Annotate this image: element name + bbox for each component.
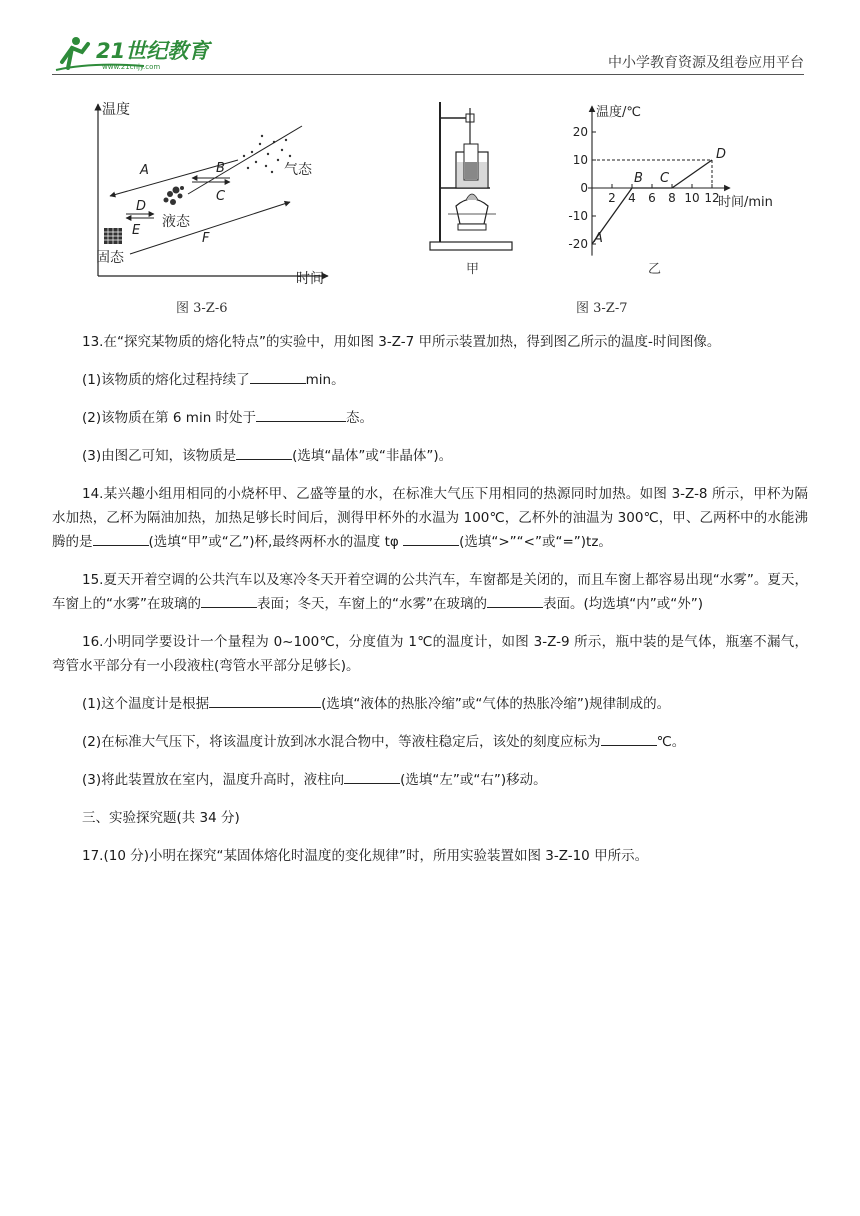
answer-blank[interactable]	[93, 531, 149, 546]
axis-y-label: 温度	[102, 102, 130, 118]
question-16-2: (2)在标准大气压下，将该温度计放到冰水混合物中，等液柱稳定后，该处的刻度应标为 ℃。	[52, 730, 808, 754]
x-tick-label: 6	[648, 191, 656, 205]
question-13-2: (2)该物质在第 6 min 时处于 态。	[52, 406, 808, 430]
label-b: B	[216, 161, 225, 176]
y-tick-label: 0	[580, 181, 588, 195]
label-f: F	[202, 231, 210, 246]
y-tick-label: -20	[568, 237, 588, 251]
x-tick-label: 10	[684, 191, 700, 205]
solid-label: 固态	[96, 250, 124, 266]
label-c: C	[216, 189, 226, 204]
answer-blank[interactable]	[601, 731, 657, 746]
question-13-1: (1)该物质的熔化过程持续了 min。	[52, 368, 808, 392]
logo-main: 21世纪教育	[96, 39, 210, 63]
platform-name: 中小学教育资源及组卷应用平台	[608, 55, 804, 71]
question-16: 16.小明同学要设计一个量程为 0~100℃，分度值为 1℃的温度计，如图 3-Z-9 所示，瓶中装的是气体，瓶塞不漏气，弯管水平部分有一小段液柱(弯管水平部分足够长)。	[52, 634, 808, 674]
y-tick-label: 20	[572, 125, 588, 139]
page-header	[52, 32, 804, 76]
logo-sub: www.21cnjy.com	[102, 63, 161, 71]
y-tick-label: -10	[568, 209, 588, 223]
label-e: E	[132, 223, 141, 238]
answer-blank[interactable]	[209, 693, 321, 708]
y-tick-label: 10	[572, 153, 588, 167]
question-13-3: (3)由图乙可知，该物质是 (选填“晶体”或“非晶体”)。	[52, 444, 808, 468]
label-d: D	[136, 199, 147, 214]
heating-apparatus	[426, 96, 518, 256]
state-change-diagram	[88, 96, 348, 291]
question-16-1: (1)这个温度计是根据 (选填“液体的热胀冷缩”或“气体的热胀冷缩”)规律制成的。	[52, 692, 808, 716]
section-3-heading: 三、实验探究题(共 34 分)	[82, 810, 240, 826]
answer-blank[interactable]	[236, 445, 292, 460]
figure-caption-6: 图 3-Z-6	[176, 301, 228, 316]
question-15: 15.夏天开着空调的公共汽车以及寒冷冬天开着空调的公共汽车，车窗都是关闭的，而且车窗上都容易出现“水雾”。夏天，车窗上的“水雾”在玻璃的 表面；冬天，车窗上的“水雾”在玻璃的 表面。(均选填“内”或“外”)	[52, 572, 808, 612]
answer-blank[interactable]	[201, 593, 257, 608]
axis-x-label: 时间	[296, 271, 324, 287]
question-16-3: (3)将此装置放在室内，温度升高时，液柱向 (选填“左”或“右”)移动。	[52, 768, 808, 792]
question-13: 13.在“探究某物质的熔化特点”的实验中，用如图 3-Z-7 甲所示装置加热，得到图乙所示的温度-时间图像。	[82, 334, 721, 350]
x-tick-label: 8	[668, 191, 676, 205]
gas-label: 气态	[284, 162, 312, 178]
liquid-blob	[164, 186, 185, 205]
temperature-time-chart	[562, 98, 792, 258]
question-content	[52, 330, 808, 882]
answer-blank[interactable]	[403, 531, 459, 546]
figure-3-z-7-jia	[426, 96, 518, 256]
answer-blank[interactable]	[344, 769, 400, 784]
figure-caption-7: 图 3-Z-7	[576, 301, 628, 316]
liquid-label: 液态	[162, 214, 190, 230]
figure-jia-label: 甲	[466, 262, 480, 277]
figure-3-z-6	[88, 96, 348, 291]
question-14: 14.某兴趣小组用相同的小烧杯甲、乙盛等量的水，在标准大气压下用相同的热源同时加热。如图 3-Z-8 所示，甲杯为隔水加热，乙杯为隔油加热，加热足够长时间后，测得甲杯外的水温为 100℃，乙杯外的油温为 300℃，甲、乙两杯中的水能沸腾的是 (选填“甲”或“乙”)杯,最终两杯水的温度 tφ (选填“>”“<”或“=”)tz。	[52, 486, 808, 550]
header-divider	[52, 74, 804, 75]
chart-x-label: 时间/min	[718, 195, 773, 210]
point-label-b: B	[634, 171, 643, 186]
point-label-d: D	[716, 147, 727, 162]
point-label-a: A	[594, 231, 603, 246]
question-17: 17.(10 分)小明在探究“某固体熔化时温度的变化规律”时，所用实验装置如图 3-Z-10 甲所示。	[82, 848, 649, 864]
answer-blank[interactable]	[487, 593, 543, 608]
label-a: A	[140, 163, 149, 178]
x-tick-label: 2	[608, 191, 616, 205]
figure-yi-label: 乙	[648, 262, 662, 277]
x-tick-label: 4	[628, 191, 636, 205]
x-tick-label: 12	[704, 191, 720, 205]
answer-blank[interactable]	[250, 369, 306, 384]
answer-blank[interactable]	[256, 407, 346, 422]
point-label-c: C	[660, 171, 670, 186]
figure-3-z-7-yi	[562, 98, 792, 258]
chart-y-label: 温度/℃	[596, 105, 641, 120]
site-logo	[52, 32, 232, 72]
